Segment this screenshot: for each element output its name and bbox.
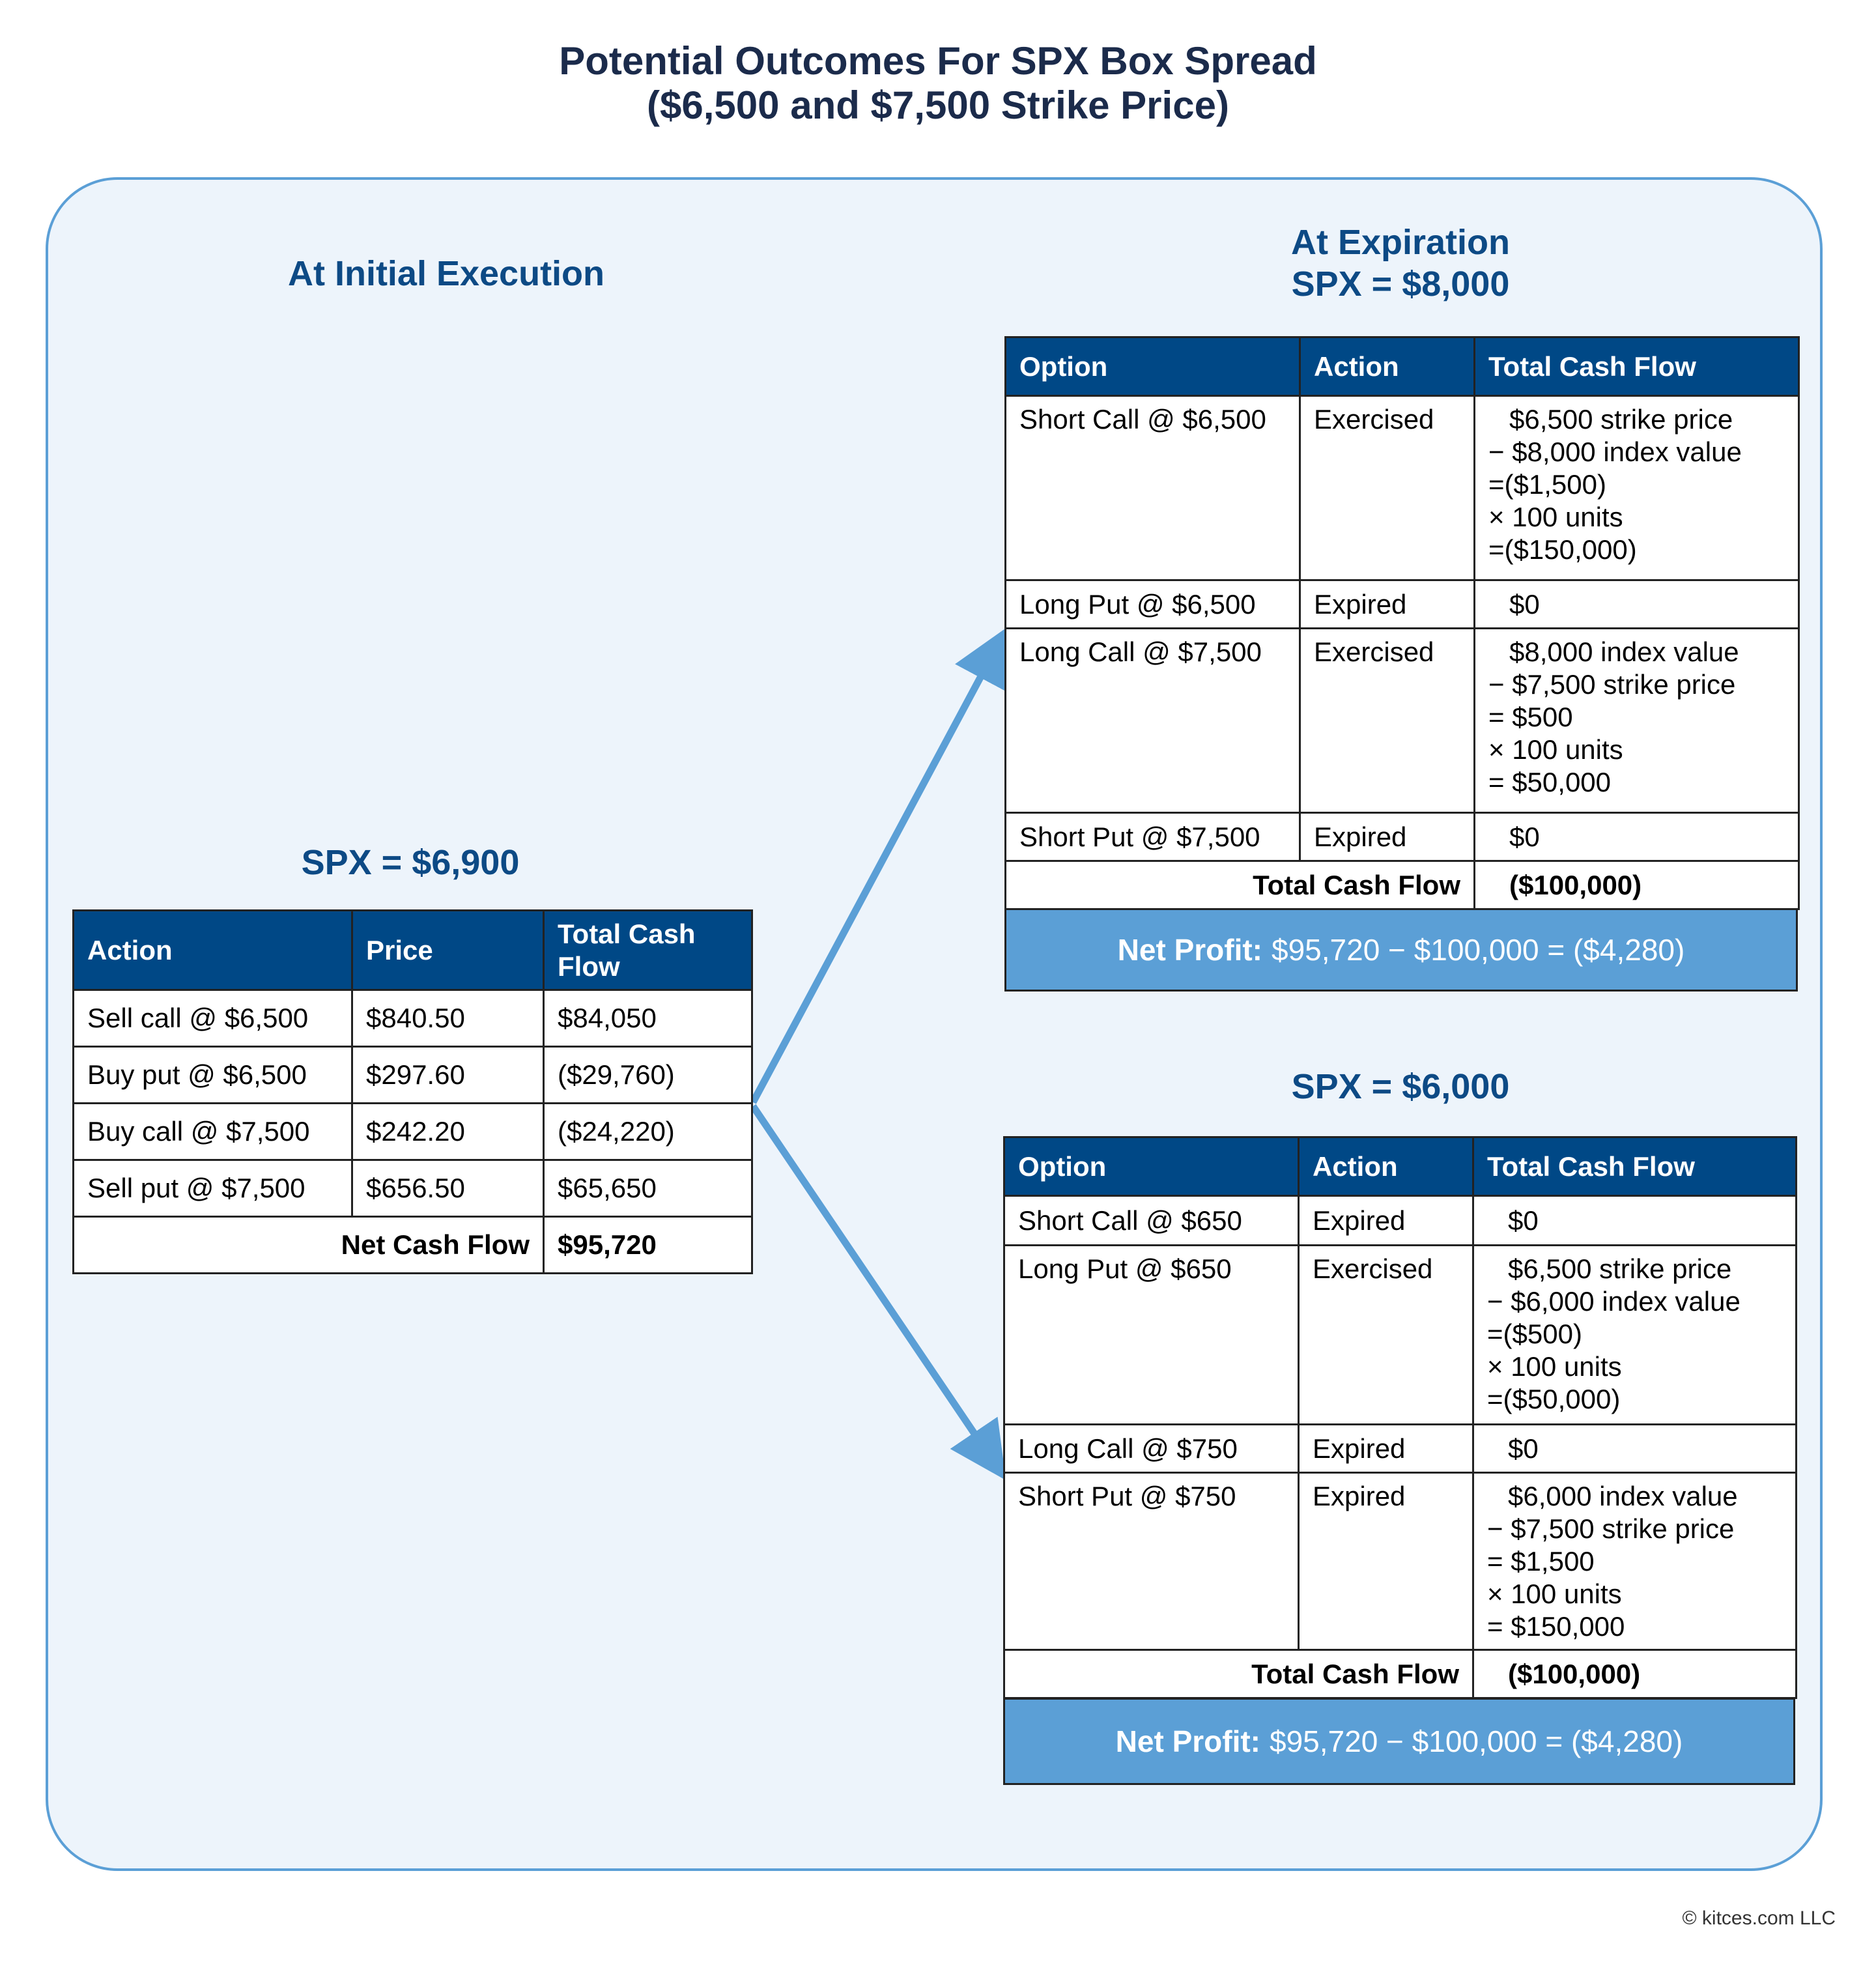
col-header-action: Action [74,911,352,990]
cash-calc-line: − $7,500 strike price [1487,1513,1735,1544]
col-header-option: Option [1006,337,1300,396]
table-row [1006,813,1799,861]
high-spx-heading: SPX = $8,000 [1291,264,1510,304]
col-header-total-cash-flow: Total Cash Flow [544,911,752,990]
cell-cash: $84,050 [544,990,752,1047]
cash-calc-line: × 100 units [1488,734,1623,765]
col-header-price: Price [352,911,544,990]
net-profit-value: $95,720 − $100,000 = ($4,280) [1270,1724,1683,1758]
cell-option: Long Put @ $650 [1004,1246,1299,1425]
table-row [74,1104,752,1160]
cell-cash-calculation [1473,1473,1797,1650]
initial-execution-heading: At Initial Execution [287,254,605,293]
cell-action: Expired [1300,580,1475,629]
cell-action: Buy put @ $6,500 [74,1047,352,1104]
cash-calc-line: − $7,500 strike price [1488,669,1736,700]
col-header-total-cash-flow: Total Cash Flow [1475,337,1799,396]
initial-spx-heading: SPX = $6,900 [301,843,520,882]
cell-cash: ($29,760) [544,1047,752,1104]
col-header-option: Option [1004,1137,1299,1196]
cell-cash: $65,650 [544,1160,752,1217]
net-profit-label: Net Profit: [1115,1724,1260,1758]
cell-action: Sell call @ $6,500 [74,990,352,1047]
cell-price: $656.50 [352,1160,544,1217]
copyright-notice: © kitces.com LLC [1682,1907,1836,1929]
cell-cash: ($24,220) [544,1104,752,1160]
cash-calc-line: $6,500 strike price [1508,1253,1732,1284]
cell-action: Expired [1299,1196,1473,1246]
total-cash-flow-row [1004,1650,1797,1698]
net-profit-low [1003,1698,1795,1785]
cash-calc-line: $6,000 index value [1508,1481,1738,1511]
cell-action: Expired [1299,1473,1473,1650]
at-expiration-heading [1146,221,1655,305]
table-row [1004,1246,1797,1425]
cell-price: $242.20 [352,1104,544,1160]
table-row [1006,580,1799,629]
table-row [1004,1473,1797,1650]
cell-price: $840.50 [352,990,544,1047]
cash-calc-line: − $6,000 index value [1487,1286,1741,1317]
cash-calc-line: = $500 [1488,702,1573,732]
cell-cash-calculation [1475,396,1799,580]
cell-action: Exercised [1300,629,1475,813]
cell-cash-calculation [1475,629,1799,813]
total-cash-flow-value: ($100,000) [1475,861,1799,909]
col-header-action: Action [1299,1137,1473,1196]
cell-action: Expired [1300,813,1475,861]
total-cash-flow-label: Total Cash Flow [1004,1650,1473,1698]
net-profit-high [1004,908,1798,992]
low-spx-heading: SPX = $6,000 [1291,1067,1510,1106]
cell-cash-calculation [1475,813,1799,861]
cell-option: Long Call @ $750 [1004,1425,1299,1473]
expiration-low-table [1003,1136,1797,1699]
cash-calc-line: = $1,500 [1487,1546,1595,1577]
total-cash-flow-row [1006,861,1799,909]
net-profit-label: Net Profit: [1117,933,1262,967]
cash-calc-line: $8,000 index value [1509,636,1739,667]
cell-cash-calculation [1473,1246,1797,1425]
cash-calc-line: =($1,500) [1488,469,1606,500]
title-line-2: ($6,500 and $7,500 Strike Price) [647,83,1229,127]
cell-option: Short Put @ $750 [1004,1473,1299,1650]
cash-calc-line: = $50,000 [1488,767,1612,797]
table-row [1004,1196,1797,1246]
cell-action: Sell put @ $7,500 [74,1160,352,1217]
cash-calc-line: $0 [1508,1433,1539,1464]
cash-calc-line: $0 [1509,588,1540,620]
table-header-row [1004,1137,1797,1196]
cell-option: Long Put @ $6,500 [1006,580,1300,629]
cell-action: Exercised [1299,1246,1473,1425]
table-row [1006,629,1799,813]
arrow-to-low-scenario [753,1106,998,1468]
table-row [74,1047,752,1104]
cell-option: Long Call @ $7,500 [1006,629,1300,813]
cell-action: Buy call @ $7,500 [74,1104,352,1160]
cash-calc-line: × 100 units [1487,1578,1622,1609]
net-cash-flow-value: $95,720 [544,1217,752,1274]
cell-price: $297.60 [352,1047,544,1104]
table-header-row [74,911,752,990]
table-row [74,990,752,1047]
cash-calc-line: = $150,000 [1487,1611,1625,1642]
cash-calc-line: $0 [1509,821,1540,852]
cash-calc-line: − $8,000 index value [1488,436,1742,467]
cell-cash-calculation [1473,1425,1797,1473]
total-cash-flow-label: Total Cash Flow [1006,861,1475,909]
table-header-row [1006,337,1799,396]
cell-action: Exercised [1300,396,1475,580]
title-line-1: Potential Outcomes For SPX Box Spread [559,39,1317,83]
total-cash-flow-value: ($100,000) [1473,1650,1797,1698]
cash-calc-line: =($500) [1487,1319,1582,1349]
net-cash-flow-label: Net Cash Flow [74,1217,544,1274]
cash-calc-line: $0 [1508,1205,1539,1236]
cash-calc-line: $6,500 strike price [1509,404,1733,435]
cash-calc-line: × 100 units [1488,502,1623,532]
initial-execution-table [72,909,753,1274]
net-profit-value: $95,720 − $100,000 = ($4,280) [1272,933,1685,967]
arrow-to-high-scenario [753,640,1001,1102]
net-cash-flow-row [74,1217,752,1274]
table-row [1004,1425,1797,1473]
col-header-action: Action [1300,337,1475,396]
table-row [1006,396,1799,580]
cash-calc-line: × 100 units [1487,1351,1622,1382]
cell-action: Expired [1299,1425,1473,1473]
cell-cash-calculation [1475,580,1799,629]
cell-option: Short Put @ $7,500 [1006,813,1300,861]
cell-option: Short Call @ $6,500 [1006,396,1300,580]
at-expiration-label: At Expiration [1290,223,1511,262]
cash-calc-line: =($50,000) [1487,1384,1621,1414]
cash-calc-line: =($150,000) [1488,534,1637,565]
col-header-total-cash-flow: Total Cash Flow [1473,1137,1797,1196]
table-row [74,1160,752,1217]
expiration-high-table [1004,336,1800,910]
cell-cash-calculation [1473,1196,1797,1246]
cell-option: Short Call @ $650 [1004,1196,1299,1246]
